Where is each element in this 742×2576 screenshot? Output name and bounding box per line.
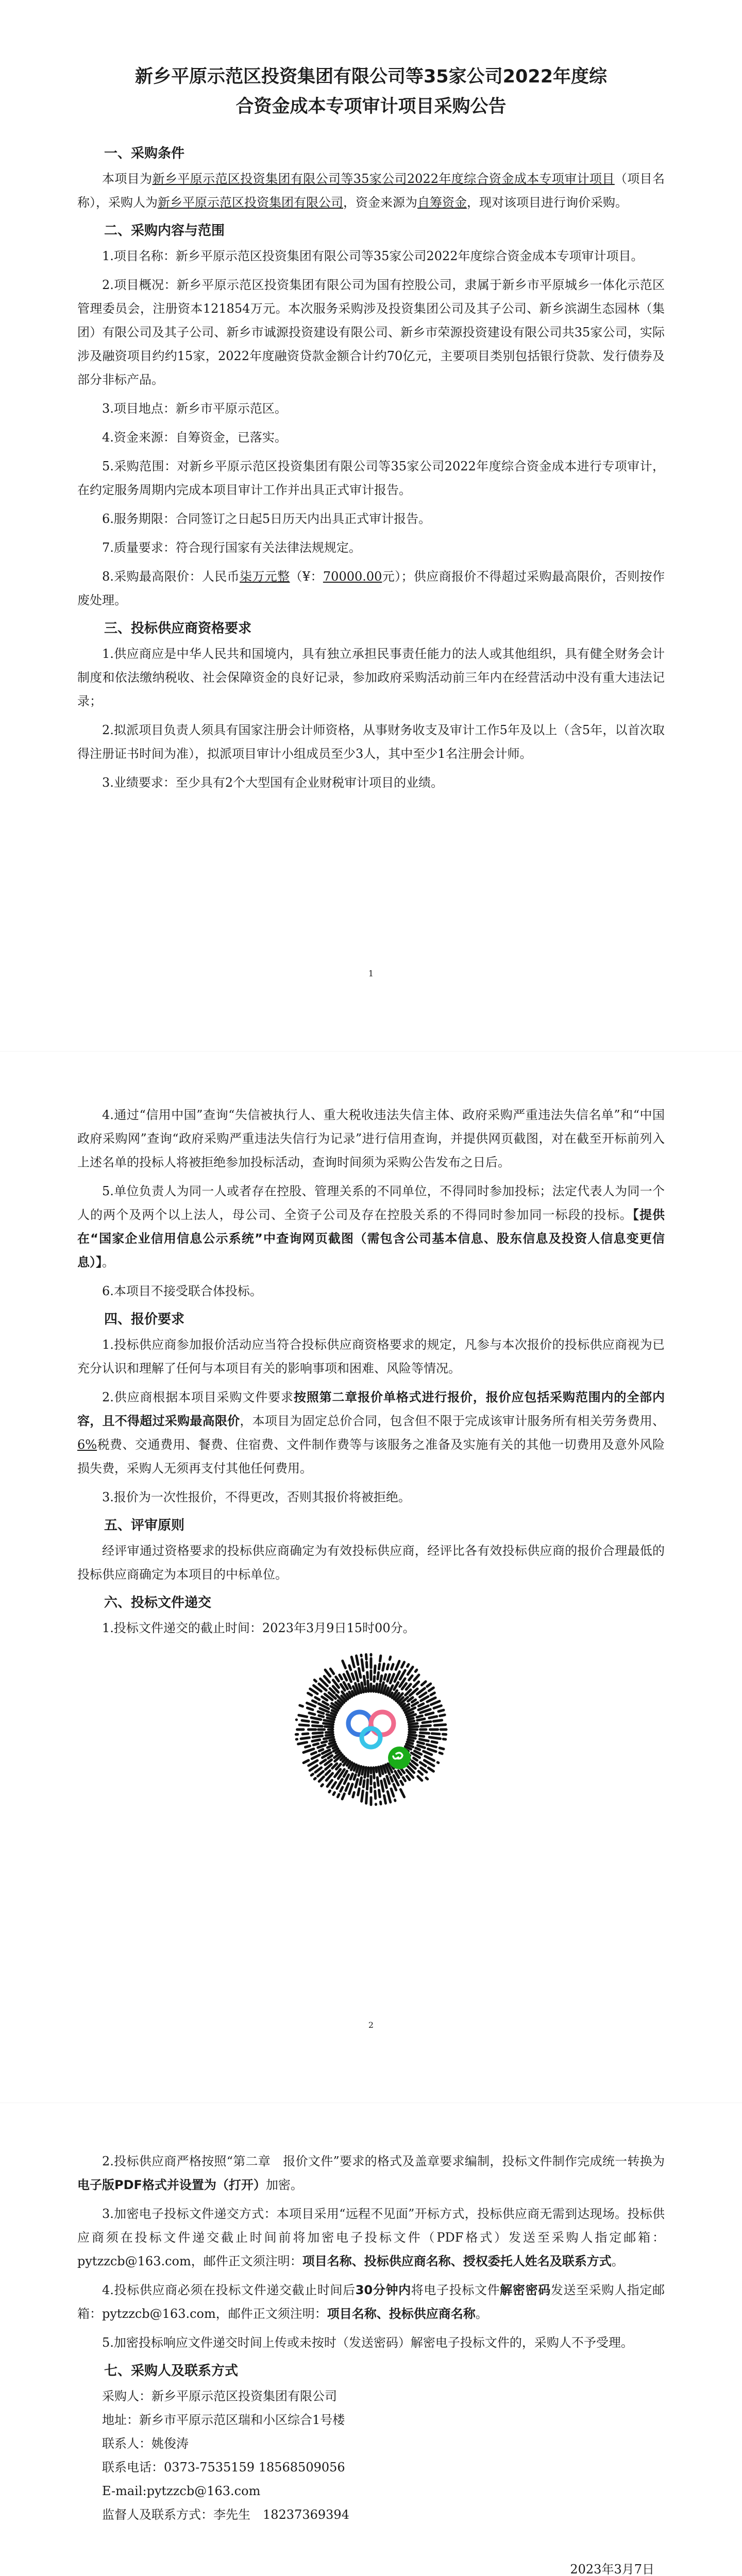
s3-i5-a: 5.单位负责人为同一人或者存在控股、管理关系的不同单位，不得同时参加投标；法定代表人为同一个人的两个及两个以上法人，母公司、全资子公司及存在控股关系的不得同时参加同一标段的投标。 <box>77 1184 665 1222</box>
qr-ray-segment <box>418 1771 422 1774</box>
qr-ray-segment <box>358 1789 359 1795</box>
qr-ray-segment <box>310 1689 317 1694</box>
qr-ray-segment <box>414 1675 419 1680</box>
s6-item-3 <box>77 2202 665 2273</box>
qr-ray-segment <box>367 1672 368 1678</box>
section-6-heading: 六、投标文件递交 <box>104 1595 212 1611</box>
qr-ray-segment <box>407 1742 413 1744</box>
contact-supervisor: 监督人及联系方式：李先生 18237369394 <box>102 2507 349 2522</box>
section-1-body <box>77 167 665 214</box>
qr-ray-segment <box>344 1771 347 1777</box>
qr-ray-segment <box>301 1738 309 1739</box>
s2-item-3: 3.项目地点：新乡市平原示范区。 <box>102 401 287 416</box>
project-name-underlined: 新乡平原示范区投资集团有限公司等35家公司2022年度综合资金成本专项审计项目 <box>152 172 615 186</box>
s6-item-5: 5.加密投标响应文件递交时间上传或未按时（发送密码）解密电子投标文件的，采购人不予受理。 <box>102 2335 633 2350</box>
qr-ray-segment <box>324 1720 334 1722</box>
contact-phone: 联系电话：0373-7535159 18568509056 <box>102 2460 345 2475</box>
qr-ray-segment <box>421 1697 428 1701</box>
purchaser-underlined: 新乡平原示范区投资集团有限公司 <box>158 195 343 210</box>
qr-ray-segment <box>362 1659 363 1671</box>
qr-ray-segment <box>414 1758 417 1760</box>
qr-ray-segment <box>409 1732 415 1733</box>
qr-ray-segment <box>423 1722 431 1723</box>
qr-ray-segment <box>398 1771 401 1775</box>
qr-ray-segment <box>387 1674 390 1681</box>
qr-ray-segment <box>408 1739 413 1741</box>
qr-ray-segment <box>298 1742 307 1744</box>
qr-ray-segment <box>378 1672 379 1679</box>
qr-ray-segment <box>376 1767 377 1772</box>
qr-ray-segment <box>315 1768 322 1772</box>
qr-ray-segment <box>329 1791 330 1792</box>
qr-ray-segment <box>387 1791 391 1802</box>
qr-ray-segment <box>394 1784 396 1790</box>
s4-i2-c: ，本项目为固定总价合同，包含但不限于完成该审计服务所有相关劳务费用、 <box>240 1414 665 1428</box>
qr-ray-segment <box>305 1746 310 1747</box>
s6-i2-c: 加密。 <box>265 2178 303 2192</box>
qr-ray-segment <box>307 1708 313 1710</box>
s3-item-5 <box>77 1179 665 1274</box>
s6-item-1: 1.投标文件递交的截止时间：2023年3月9日15时00分。 <box>102 1621 415 1635</box>
qr-ray-segment <box>427 1744 436 1747</box>
qr-ray-segment <box>419 1739 428 1741</box>
s1-text-a: 本项目为 <box>102 172 153 186</box>
qr-ray-segment <box>303 1760 309 1763</box>
qr-ray-segment <box>330 1669 333 1674</box>
qr-ray-segment <box>314 1778 315 1780</box>
qr-ray-segment <box>377 1777 378 1786</box>
qr-ray-segment <box>380 1802 381 1804</box>
qr-ray-segment <box>330 1688 334 1693</box>
qr-ray-segment <box>311 1752 316 1754</box>
s2-item-5: 5.采购范围：对新乡平原示范区投资集团有限公司等35家公司2022年度综合资金成本进行专项审计，在约定服务周期内完成本项目审计工作并出具正式审计报告。 <box>77 459 665 497</box>
qr-ray-segment <box>408 1665 409 1667</box>
qr-ray-segment <box>300 1705 303 1706</box>
qr-ray-segment <box>312 1740 320 1741</box>
qr-ray-segment <box>440 1715 445 1716</box>
qr-ray-segment <box>312 1755 319 1758</box>
qr-ray-segment <box>328 1755 332 1758</box>
qr-ray-segment <box>331 1713 336 1715</box>
qr-ray-segment <box>420 1693 426 1697</box>
s6-i4-bold-time: 30分钟内 <box>355 2283 411 2297</box>
s1-text-e: ，资金来源为 <box>343 195 417 210</box>
qr-ray-segment <box>378 1767 380 1776</box>
qr-ray-segment <box>417 1719 425 1720</box>
qr-ray-segment <box>396 1661 399 1669</box>
qr-ray-segment <box>325 1670 330 1676</box>
qr-ray-segment <box>434 1706 441 1708</box>
section-3-heading: 三、投标供应商资格要求 <box>104 621 252 636</box>
page-2 <box>0 1052 742 2103</box>
qr-ray-segment <box>409 1735 416 1736</box>
qr-ray-segment <box>428 1768 433 1771</box>
qr-ray-segment <box>417 1716 422 1717</box>
qr-ray-segment <box>326 1771 330 1775</box>
qr-ray-segment <box>384 1795 385 1803</box>
qr-ray-segment <box>421 1768 427 1772</box>
qr-ray-segment <box>333 1747 336 1749</box>
qr-ray-segment <box>349 1784 352 1794</box>
qr-ray-segment <box>384 1779 387 1788</box>
qr-ray-segment <box>312 1701 316 1703</box>
title-line-1: 新乡平原示范区投资集团有限公司等35家公司2022年度综 <box>134 66 608 87</box>
s1-text-g: ，现对该项目进行询价采购。 <box>467 195 628 210</box>
qr-ray-segment <box>349 1684 351 1688</box>
qr-ray-segment <box>313 1736 323 1737</box>
qr-ray-segment <box>366 1793 367 1804</box>
qr-ray-segment <box>360 1777 362 1784</box>
qr-ray-segment <box>365 1688 366 1692</box>
qr-ray-segment <box>319 1716 324 1717</box>
qr-ray-segment <box>392 1664 393 1669</box>
qr-ray-segment <box>440 1748 444 1749</box>
qr-ray-segment <box>307 1703 315 1706</box>
s3-item-2: 2.拟派项目负责人须具有国家注册会计师资格，从事财务收支及审计工作5年及以上（含5年，以首次取得注册证书时间为准），拟派项目审计小组成员至少3人，其中至少1名注册会计师。 <box>77 723 665 761</box>
qr-ray-segment <box>364 1676 365 1685</box>
qr-ray-segment <box>409 1721 414 1722</box>
qr-ray-segment <box>418 1745 425 1748</box>
funding-underlined: 自筹资金 <box>417 195 467 210</box>
qr-ray-segment <box>390 1674 394 1683</box>
s5-body: 经评审通过资格要求的投标供应商确定为有效投标供应商，经评比各有效投标供应商的报价合理最低的投标供应商确定为本项目的中标单位。 <box>77 1544 665 1582</box>
qr-ray-segment <box>378 1684 380 1692</box>
qr-ray-segment <box>383 1664 384 1670</box>
qr-ray-segment <box>412 1761 417 1765</box>
max-price-number: 70000.00 <box>323 569 382 584</box>
qr-ray-segment <box>409 1737 416 1738</box>
qr-ray-segment <box>319 1750 323 1751</box>
s1-text-c: （项目名称），采购人为 <box>77 172 665 210</box>
qr-ray-segment <box>366 1662 367 1667</box>
qr-ray-segment <box>391 1789 394 1797</box>
s2-i8-e: 元）；供应商报价不得超过采购最高限价，否则按作废处理。 <box>77 569 665 607</box>
qr-ray-segment <box>401 1781 403 1785</box>
qr-ray-segment <box>344 1674 347 1680</box>
s4-item-3: 3.报价为一次性报价，不得更改，否则其报价将被拒绝。 <box>102 1490 411 1504</box>
qr-ray-segment <box>362 1791 363 1801</box>
qr-ray-segment <box>416 1748 420 1750</box>
s6-i4-e: 发送至采购人指定邮箱：pytzzcb@163.com，邮件正文须注明： <box>77 2283 665 2321</box>
qr-ray-segment <box>318 1745 326 1748</box>
qr-ray-segment <box>333 1792 334 1794</box>
contact-address: 地址：新乡市平原示范区瑞和小区综合1号楼 <box>102 2413 345 2427</box>
qr-ray-segment <box>374 1676 375 1682</box>
qr-ray-segment <box>342 1794 344 1799</box>
qr-ray-segment <box>387 1665 388 1669</box>
qr-ray-segment <box>340 1675 342 1679</box>
qr-ray-segment <box>429 1688 433 1691</box>
qr-ray-segment <box>440 1753 442 1754</box>
qr-ray-segment <box>418 1704 423 1706</box>
qr-ray-segment <box>302 1720 309 1721</box>
qr-ray-segment <box>387 1776 390 1784</box>
s4-item-2 <box>77 1385 665 1480</box>
qr-ray-segment <box>413 1682 418 1687</box>
qr-ray-segment <box>323 1702 328 1705</box>
qr-ray-segment <box>409 1723 417 1724</box>
qr-ray-segment <box>381 1781 383 1791</box>
title-line-2: 合资金成本专项审计项目采购公告 <box>235 96 507 117</box>
s6-i3-c: 。 <box>611 2254 624 2268</box>
announcement-date: 2023年3月7日 <box>570 2562 654 2576</box>
qr-ray-segment <box>409 1726 418 1727</box>
qr-ray-segment <box>426 1713 433 1715</box>
qr-ray-segment <box>391 1777 392 1781</box>
qr-ray-segment <box>324 1723 333 1725</box>
page-2-content <box>77 1103 665 1807</box>
qr-ray-segment <box>433 1720 442 1721</box>
qr-ray-segment <box>363 1781 364 1787</box>
section-1-heading: 一、采购条件 <box>104 146 185 161</box>
wechat-mini-program-code <box>294 1652 448 1807</box>
qr-ray-segment <box>319 1777 324 1782</box>
qr-ray-segment <box>326 1732 333 1733</box>
s3-item-3: 3.业绩要求：至少具有2个大型国有企业财税审计项目的业绩。 <box>102 775 444 790</box>
qr-ray-segment <box>327 1718 334 1720</box>
page-1-content <box>77 62 665 800</box>
qr-ray-segment <box>427 1684 431 1686</box>
qr-ray-segment <box>394 1683 398 1690</box>
qr-ray-segment <box>332 1782 336 1788</box>
qr-ray-segment <box>421 1725 430 1726</box>
qr-ray-segment <box>352 1674 354 1680</box>
qr-ray-segment <box>362 1767 364 1775</box>
s2-i8-c: （¥： <box>290 569 323 584</box>
s6-i3-a: 3.加密电子投标文件递交方式：本项目采用“远程不见面”开标方式，投标供应商无需到达现场。投标供应商须在投标文件递交截止时间前将加密电子投标文件（PDF格式）发送至采购人指定邮箱：pytzzcb@163.com，邮件正文须注明： <box>77 2207 665 2268</box>
s2-item-2: 2.项目概况：新乡平原示范区投资集团有限公司为国有控股公司，隶属于新乡市平原城乡一体化示范区管理委员会，注册资本121854万元。本次服务采购涉及投资集团公司及其子公司、新乡滨湖生态园林（集团）有限公司及其子公司、新乡市诚源投资建设有限公司、新乡市荣源投资建设有限公司共35家公司，实际涉及融资项目约约15家，2022年度融资贷款金额合计约70亿元，主要项目类别包括银行贷款、发行债券及部分非标产品。 <box>77 278 665 387</box>
qr-ray-segment <box>427 1698 435 1702</box>
qr-ray-segment <box>325 1726 333 1727</box>
qr-ray-segment <box>356 1780 358 1787</box>
qr-ray-segment <box>421 1682 426 1685</box>
qr-ray-segment <box>429 1737 440 1739</box>
qr-ray-segment <box>356 1672 358 1681</box>
qr-ray-segment <box>409 1676 412 1680</box>
qr-ray-segment <box>321 1760 326 1764</box>
qr-ray-segment <box>322 1741 327 1743</box>
s6-i3-bold: 项目名称、投标供应商名称、授权委托人姓名及联系方式 <box>302 2254 612 2268</box>
s2-item-6: 6.服务期限：合同签订之日起5日历天内出具正式审计报告。 <box>102 512 431 526</box>
s6-i4-g: 。 <box>475 2307 488 2321</box>
qr-ray-segment <box>313 1743 318 1744</box>
qr-ray-segment <box>375 1791 376 1799</box>
qr-ray-segment <box>426 1778 428 1780</box>
qr-ray-segment <box>299 1715 307 1717</box>
contact-purchaser: 采购人：新乡平原示范区投资集团有限公司 <box>102 2389 337 2403</box>
page-3-content <box>77 2149 665 2576</box>
qr-ray-segment <box>408 1667 413 1675</box>
page-number-1: 1 <box>368 969 374 978</box>
qr-ray-segment <box>429 1717 437 1718</box>
tax-rate: 6% <box>77 1437 97 1452</box>
section-4-heading: 四、报价要求 <box>104 1312 185 1327</box>
qr-ray-segment <box>311 1774 313 1775</box>
s6-i4-bold-fields: 项目名称、投标供应商名称 <box>327 2307 476 2321</box>
qr-ray-segment <box>415 1670 417 1671</box>
s6-item-4 <box>77 2278 665 2326</box>
s4-item-1: 1.投标供应商参加报价活动应当符合投标供应商资格要求的规定，凡参与本次报价的投标供应商视为已充分认识和理解了任何与本项目有关的影响事项和困难、风险等情况。 <box>77 1337 665 1376</box>
s4-i2-bold: 按照第二章报价单格式进行报价，报价应包括采购范围内的全部内容，且不得超过采购最高限价 <box>77 1390 665 1428</box>
contact-person: 联系人：姚俊涛 <box>102 2436 189 2451</box>
qr-ray-segment <box>322 1785 323 1786</box>
qr-ray-segment <box>308 1693 312 1695</box>
qr-ray-segment <box>338 1794 339 1797</box>
qr-ray-segment <box>395 1672 400 1682</box>
s6-i4-a: 4.投标供应商必须在投标文件递交截止时间后 <box>102 2283 356 2297</box>
qr-ray-segment <box>324 1676 329 1683</box>
qr-ray-segment <box>329 1742 335 1744</box>
qr-ray-segment <box>425 1756 434 1761</box>
s3-item-4: 4.通过“信用中国”查询“失信被执行人、重大税收违法失信主体、政府采购严重违法失信名单”和“中国政府采购网”查询“政府采购严重违法失信行为记录”进行信用查询，并提供网页截图，对在截至开标前列入上述名单的投标人将被拒绝参加投标活动，查询时间须为采购公告发布之日后。 <box>77 1108 665 1170</box>
qr-ray-segment <box>354 1775 356 1780</box>
page-number-2: 2 <box>368 2020 374 2030</box>
qr-ray-segment <box>336 1677 339 1681</box>
qr-ray-segment <box>359 1668 361 1677</box>
qr-ray-segment <box>439 1710 444 1711</box>
qr-ray-segment <box>314 1680 316 1682</box>
qr-ray-segment <box>379 1790 380 1797</box>
qr-ray-segment <box>362 1683 364 1692</box>
max-price-words: 柒万元整 <box>240 569 290 584</box>
qr-ray-segment <box>322 1697 327 1700</box>
qr-ray-segment <box>310 1766 317 1771</box>
s3-item-6: 6.本项目不接受联合体投标。 <box>102 1284 262 1298</box>
qr-ray-segment <box>376 1684 377 1692</box>
qr-ray-segment <box>326 1735 333 1736</box>
qr-ray-segment <box>349 1666 351 1670</box>
s2-item-4: 4.资金来源：自筹资金，已落实。 <box>102 430 287 445</box>
qr-ray-segment <box>330 1739 334 1740</box>
section-7-heading: 七、采购人及联系方式 <box>104 2363 239 2379</box>
qr-ray-segment <box>311 1718 321 1720</box>
qr-ray-segment <box>428 1749 436 1751</box>
s6-i2-bold: 电子版PDF格式并设置为（打开） <box>77 2178 266 2192</box>
s2-item-1: 1.项目名称：新乡平原示范区投资集团有限公司等35家公司2022年度综合资金成本专项审计项目。 <box>102 249 644 263</box>
s2-item-7: 7.质量要求：符合现行国家有关法律法规规定。 <box>102 540 361 555</box>
section-5-heading: 五、评审原则 <box>104 1518 185 1533</box>
s3-i5-bold: 【提供在“国家企业信用信息公示系统”中查询网页截图（需包含公司基本信息、股东信息及投资人信息变更信息）】 <box>77 1208 665 1269</box>
qr-ray-segment <box>400 1789 404 1797</box>
qr-ray-segment <box>437 1762 439 1763</box>
qr-ray-segment <box>417 1742 424 1743</box>
qr-ray-segment <box>309 1713 315 1715</box>
qr-ray-segment <box>384 1674 386 1680</box>
qr-ray-segment <box>351 1657 354 1667</box>
qr-ray-segment <box>408 1718 413 1720</box>
qr-ray-segment <box>407 1776 409 1780</box>
mini-program-code-icon <box>294 1652 448 1807</box>
qr-ray-segment <box>406 1684 411 1689</box>
qr-ray-segment <box>318 1771 324 1776</box>
s6-item-2 <box>77 2149 665 2197</box>
s3-i5-c: 。 <box>102 1255 114 1269</box>
s4-i2-a: 2.供应商根据本项目采购文件要求 <box>102 1390 294 1404</box>
s2-i8-a: 8.采购最高限价：人民币 <box>102 569 240 584</box>
qr-ray-segment <box>353 1792 354 1797</box>
s3-item-1: 1.供应商应是中华人民共和国境内，具有独立承担民事责任能力的法人或其他组织，具有健全财务会计制度和依法缴纳税收、社会保障资金的良好记录，参加政府采购活动前三年内在经营活动中没有重大违法记录； <box>77 647 665 708</box>
qr-ray-segment <box>420 1762 426 1766</box>
s6-i4-bold-password: 解密密码 <box>500 2283 551 2297</box>
qr-ray-segment <box>403 1777 405 1781</box>
qr-ray-segment <box>346 1784 349 1791</box>
qr-ray-segment <box>341 1787 343 1791</box>
qr-ray-segment <box>327 1780 332 1786</box>
qr-ray-segment <box>424 1751 432 1755</box>
qr-ray-segment <box>365 1767 366 1777</box>
qr-ray-segment <box>357 1656 358 1665</box>
qr-ray-segment <box>318 1711 324 1714</box>
s2-item-8 <box>77 565 665 612</box>
qr-ray-segment <box>401 1662 404 1667</box>
contact-email: E-mail:pytzzcb@163.com <box>102 2484 261 2498</box>
page-3 <box>0 2103 742 2576</box>
s6-i4-c: 将电子投标文件 <box>411 2283 500 2297</box>
page-1 <box>0 0 742 1051</box>
s6-i2-a: 2.投标供应商严格按照“第二章 报价文件”要求的格式及盖章要求编制，投标文件制作完成统一转换为 <box>102 2154 665 2168</box>
qr-ray-segment <box>352 1691 354 1696</box>
qr-ray-segment <box>381 1676 382 1682</box>
qr-ray-segment <box>303 1749 314 1753</box>
qr-ray-segment <box>315 1698 319 1700</box>
s4-i2-e: 税费、交通费用、餐费、住宿费、文件制作费等与该服务之准备及实施有关的其他一切费用及意外风险损失费，采购人无须再支付其他任何费用。 <box>77 1437 665 1476</box>
section-2-heading: 二、采购内容与范围 <box>104 223 225 239</box>
announcement-title <box>77 62 665 122</box>
qr-ray-segment <box>431 1701 440 1705</box>
qr-ray-segment <box>418 1776 422 1781</box>
qr-ray-segment <box>431 1693 434 1695</box>
qr-ray-segment <box>412 1700 415 1702</box>
qr-ray-segment <box>343 1661 346 1668</box>
qr-ray-segment <box>432 1741 437 1742</box>
qr-ray-segment <box>350 1774 352 1779</box>
